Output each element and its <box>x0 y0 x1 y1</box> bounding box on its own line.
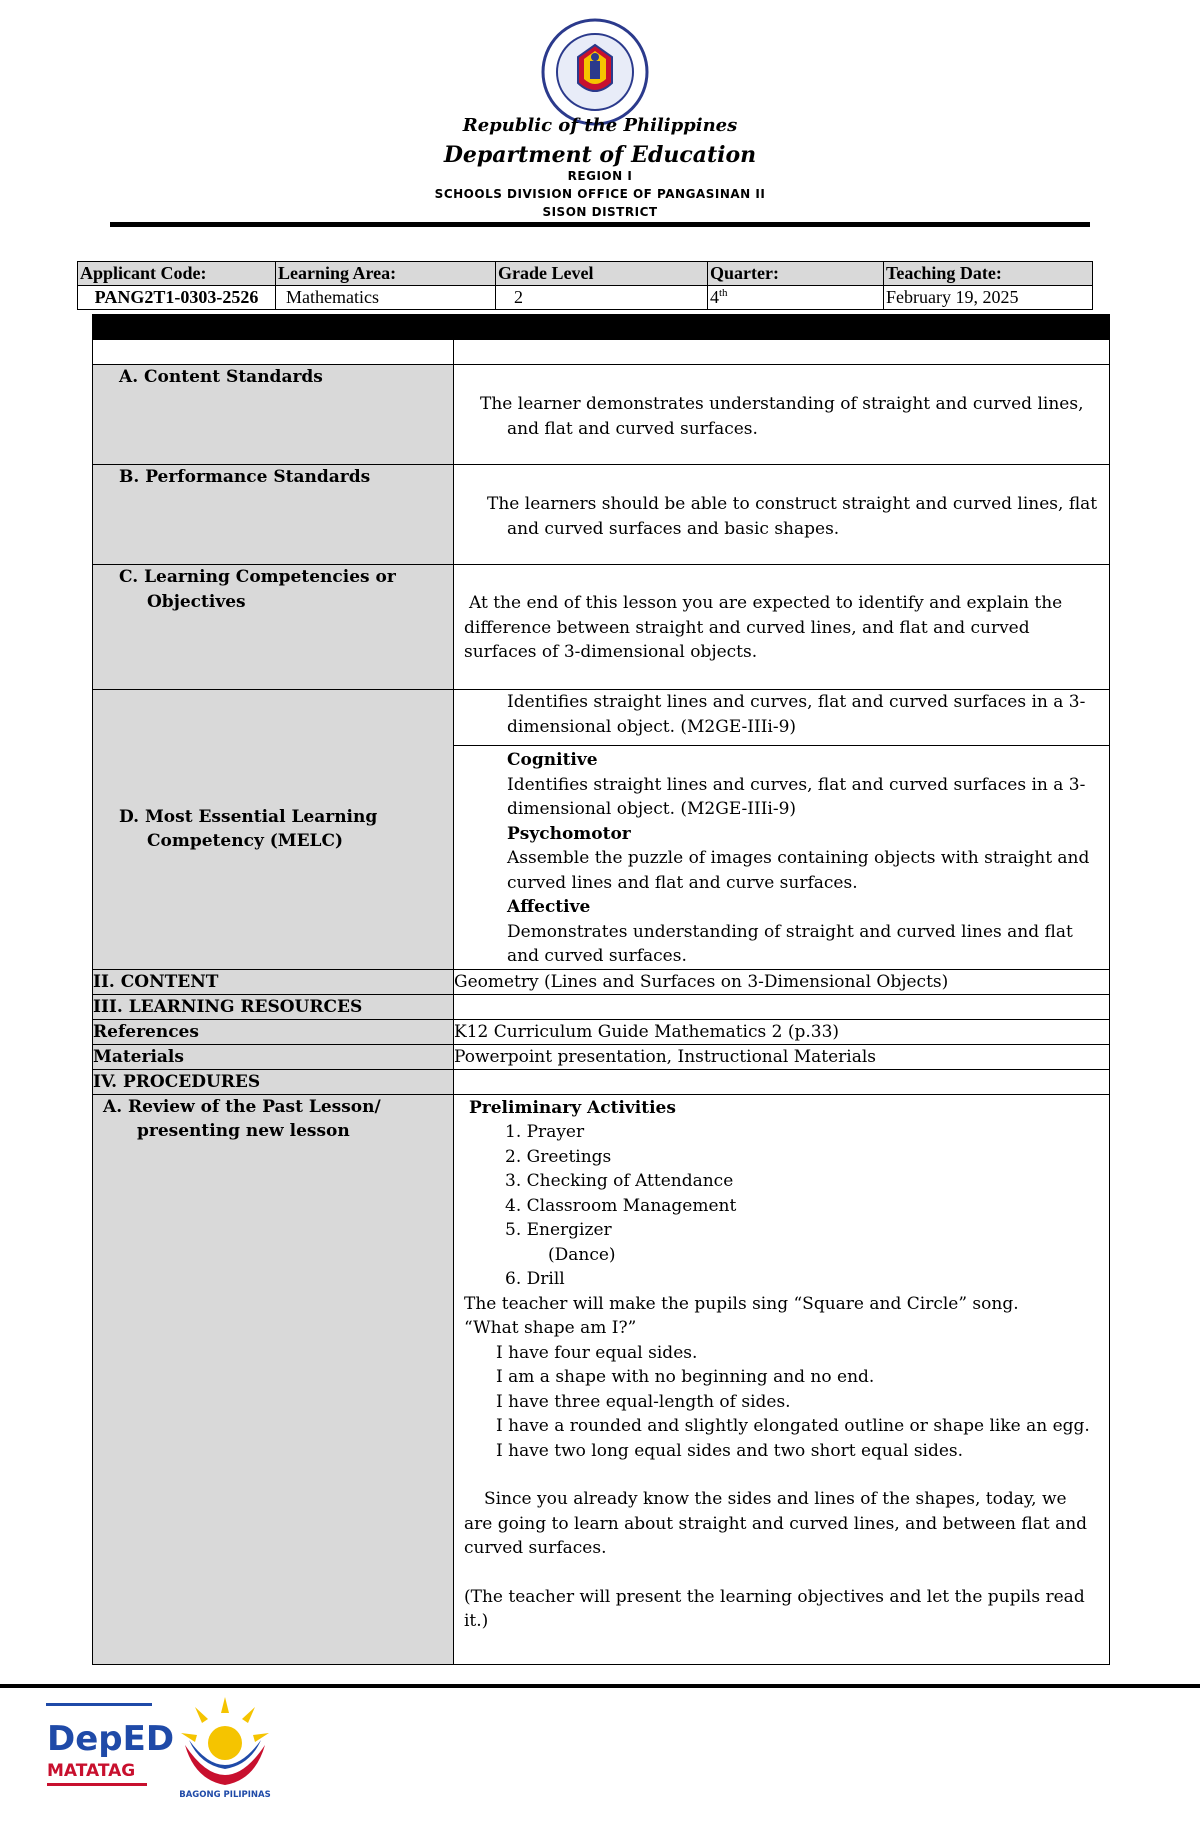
question-line: “What shape am I?” <box>464 1318 637 1338</box>
division-heading: SCHOOLS DIVISION OFFICE OF PANGASINAN II <box>434 187 766 201</box>
melc-row-1 <box>93 690 1110 746</box>
sing-line: The teacher will make the pupils sing “Square and Circle” song. <box>464 1293 1019 1314</box>
affective-text: Demonstrates understanding of straight and curved lines and flat and curved surfaces. <box>507 921 1073 966</box>
cognitive-heading: Cognitive <box>507 750 598 770</box>
prelim-item: 2. Greetings <box>505 1146 612 1167</box>
black-cell-right <box>454 315 1110 340</box>
review-content <box>454 1095 1109 1634</box>
prelim-item: 1. Prayer <box>505 1122 585 1142</box>
quarter-number: 4 <box>710 287 719 307</box>
matatag-logo-text: MATATAG <box>47 1761 136 1781</box>
learning-area-value: Mathematics <box>276 286 496 310</box>
blank-cell-right <box>454 340 1110 365</box>
content-standards-row <box>93 365 1110 465</box>
melc-label-cell <box>93 690 454 970</box>
prelim-item: 6. Drill <box>505 1269 565 1289</box>
riddle-item: I am a shape with no beginning and no end. <box>496 1367 875 1387</box>
melc-main-cell <box>454 690 1110 746</box>
melc-text: Identifies straight lines and curves, flat and curved surfaces in a 3-dimensional object. (M2GE-IIIi-9) <box>507 692 1086 737</box>
competencies-label-cell <box>93 565 454 690</box>
prelim-item: 4. Classroom Management <box>505 1195 737 1216</box>
footer-divider <box>0 1684 1200 1688</box>
competencies-row <box>93 565 1110 690</box>
header-divider <box>110 222 1090 227</box>
melc-label: D. Most Essential Learning Competency (MELC) <box>119 806 378 851</box>
resources-label: III. LEARNING RESOURCES <box>93 994 454 1019</box>
region-heading: REGION I <box>567 169 633 183</box>
teaching-date-value: February 19, 2025 <box>884 286 1093 310</box>
black-header-row <box>93 315 1110 340</box>
resources-row <box>93 994 1110 1019</box>
melc-domains-cell <box>454 746 1110 970</box>
melc-domains <box>454 746 1109 969</box>
lesson-plan-table <box>92 314 1110 1665</box>
blank-cell-left <box>93 340 454 365</box>
content-standards-label: A. Content Standards <box>119 367 323 387</box>
grade-level-value: 2 <box>496 286 708 310</box>
references-row <box>93 1019 1110 1044</box>
melc-label-wrap <box>93 690 453 968</box>
bagong-pilipinas-text: BAGONG PILIPINAS <box>179 1790 271 1800</box>
applicant-code-value: PANG2T1-0303-2526 <box>78 286 276 310</box>
materials-text: Powerpoint presentation, Instructional Materials <box>454 1044 1110 1069</box>
cognitive-text: Identifies straight lines and curves, flat and curved surfaces in a 3-dimensional object. (M2GE-IIIi-9) <box>507 774 1086 819</box>
performance-standards-value-cell <box>454 465 1110 565</box>
spacer <box>464 1463 1099 1487</box>
performance-standards-text: The learners should be able to construct straight and curved lines, flat and curved surfaces and basic shapes. <box>487 494 1098 539</box>
competencies-label: C. Learning Competencies or Objectives <box>119 567 396 612</box>
content-standards-label-cell <box>93 365 454 465</box>
energizer-note: (Dance) <box>548 1244 616 1265</box>
learning-area-label: Learning Area: <box>276 262 496 286</box>
riddle-item: I have three equal-length of sides. <box>496 1391 791 1412</box>
materials-row <box>93 1044 1110 1069</box>
review-label: A. Review of the Past Lesson/ presenting new lesson <box>103 1096 381 1141</box>
quarter-value <box>708 286 884 310</box>
procedures-label: IV. PROCEDURES <box>93 1069 454 1094</box>
procedures-row <box>93 1069 1110 1094</box>
review-row <box>93 1094 1110 1664</box>
preliminary-list <box>464 1120 1099 1292</box>
preliminary-heading: Preliminary Activities <box>469 1097 676 1118</box>
prelim-item: 3. Checking of Attendance <box>505 1171 734 1191</box>
republic-heading: Republic of the Philippines <box>462 115 738 136</box>
bagong-pilipinas-logo <box>175 1695 275 1800</box>
materials-label: Materials <box>93 1044 454 1069</box>
teaching-date-label: Teaching Date: <box>884 262 1093 286</box>
transition-paragraph: Since you already know the sides and lines of the shapes, today, we are going to learn about straight and curved lines, and between flat and curved surfaces. <box>464 1489 1088 1558</box>
riddle-item: I have four equal sides. <box>496 1342 698 1363</box>
applicant-code-label: Applicant Code: <box>78 262 276 286</box>
performance-standards-label-cell <box>93 465 454 565</box>
quarter-suffix: th <box>719 287 728 299</box>
references-label: References <box>93 1019 454 1044</box>
resources-empty-cell <box>454 994 1110 1019</box>
competencies-value-cell <box>454 565 1110 690</box>
performance-standards-row <box>93 465 1110 565</box>
content-standards-text: The learner demonstrates understanding of straight and curved lines, and flat and curved surfaces. <box>480 394 1084 439</box>
psychomotor-text: Assemble the puzzle of images containing objects with straight and curved lines and flat and curve surfaces. <box>507 848 1090 893</box>
blank-row <box>93 340 1110 365</box>
lesson-meta-table <box>77 261 1093 310</box>
performance-standards-label: B. Performance Standards <box>119 467 371 487</box>
quarter-label: Quarter: <box>708 262 884 286</box>
black-cell-left <box>93 315 454 340</box>
psychomotor-heading: Psychomotor <box>507 823 631 844</box>
review-label-cell <box>93 1094 454 1664</box>
content-label: II. CONTENT <box>93 969 454 994</box>
competencies-text: At the end of this lesson you are expected to identify and explain the difference between straight and curved lines, and flat and curved surfaces of 3-dimensional objects. <box>464 593 1063 662</box>
prelim-item: 5. Energizer <box>505 1220 612 1240</box>
objective-note: (The teacher will present the learning objectives and let the pupils read it.) <box>464 1586 1085 1631</box>
riddle-item: I have a rounded and slightly elongated outline or shape like an egg. <box>496 1416 1090 1436</box>
content-standards-value-cell <box>454 365 1110 465</box>
department-heading: Department of Education <box>443 142 757 168</box>
content-text: Geometry (Lines and Surfaces on 3-Dimensional Objects) <box>454 969 1110 994</box>
deped-matatag-logo <box>43 1700 175 1792</box>
content-row <box>93 969 1110 994</box>
deped-seal-logo <box>540 17 650 127</box>
review-content-cell <box>454 1094 1110 1664</box>
grade-level-label: Grade Level <box>496 262 708 286</box>
riddle-item: I have two long equal sides and two short equal sides. <box>496 1440 964 1461</box>
competencies-label-wrap <box>93 565 453 614</box>
district-heading: SISON DISTRICT <box>542 205 658 219</box>
spacer <box>464 1561 1099 1585</box>
riddle-list <box>464 1341 1099 1464</box>
references-text: K12 Curriculum Guide Mathematics 2 (p.33) <box>454 1019 1110 1044</box>
affective-heading: Affective <box>507 897 591 917</box>
review-label-wrap <box>93 1095 453 1144</box>
deped-logo-text: DepED <box>47 1719 175 1759</box>
procedures-empty-cell <box>454 1069 1110 1094</box>
